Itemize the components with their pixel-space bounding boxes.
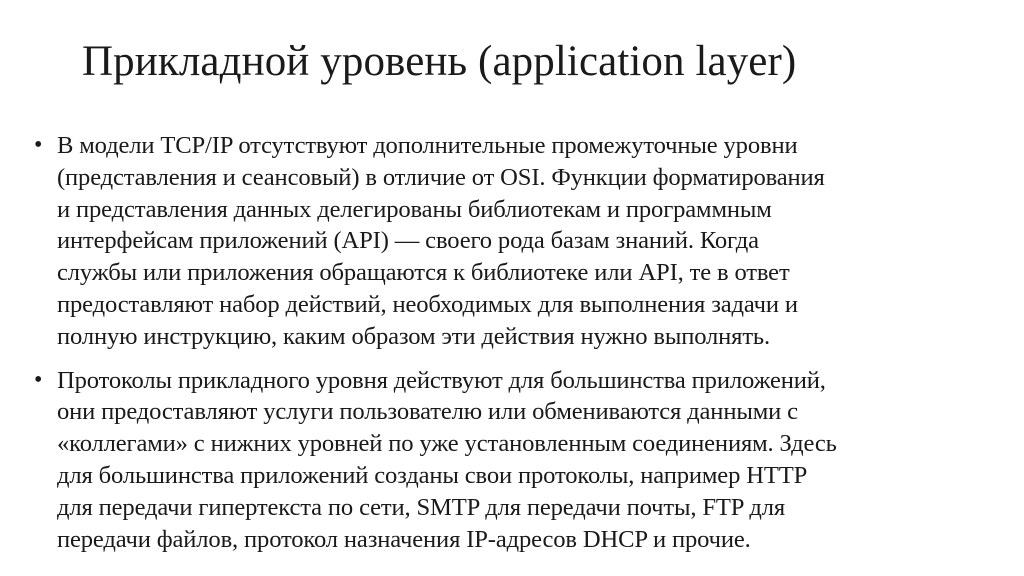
bullet-text-line: интерфейсам приложений (API) — своего рода базам знаний. Когда (57, 227, 759, 255)
bullet-text-line: службы или приложения обращаются к библиотеке или API, те в ответ (57, 259, 790, 287)
bullet-text-line: и представления данных делегированы библиотекам и программным (57, 195, 772, 223)
slide-title: Прикладной уровень (application layer) (82, 38, 797, 85)
bullet-text-line: предоставляют набор действий, необходимых для выполнения задачи и (57, 290, 798, 318)
bullet-text-line: передачи файлов, протокол назначения IP-адресов DHCP и прочие. (57, 525, 751, 553)
bullet-text-line: полную инструкцию, каким образом эти действия нужно выполнять. (57, 322, 770, 350)
bullet-text-line: они предоставляют услуги пользователю или обмениваются данными с (57, 398, 798, 426)
bullet-marker: • (34, 132, 43, 158)
bullet-item-protocol-layers (34, 130, 1000, 353)
bullet-marker: • (34, 366, 43, 393)
bullet-text-line: Протоколы прикладного уровня действуют для большинства приложений, (57, 366, 826, 394)
bullet-item-application-protocols (34, 365, 1000, 556)
bullet-list (34, 130, 1000, 555)
bullet-text-line: «коллегами» с нижних уровней по уже установленным соединениям. Здесь (57, 430, 837, 458)
bullet-text-line: В модели TCP/IP отсутствуют дополнительные промежуточные уровни (57, 132, 798, 159)
bullet-text-line: для передачи гипертекста по сети, SMTP для передачи почты, FTP для (57, 493, 785, 521)
bullet-text-line: (представления и сеансовый) в отличие от OSI. Функции форматирования (57, 163, 825, 191)
bullet-text-line: для большинства приложений созданы свои протоколы, например HTTP (57, 461, 808, 489)
